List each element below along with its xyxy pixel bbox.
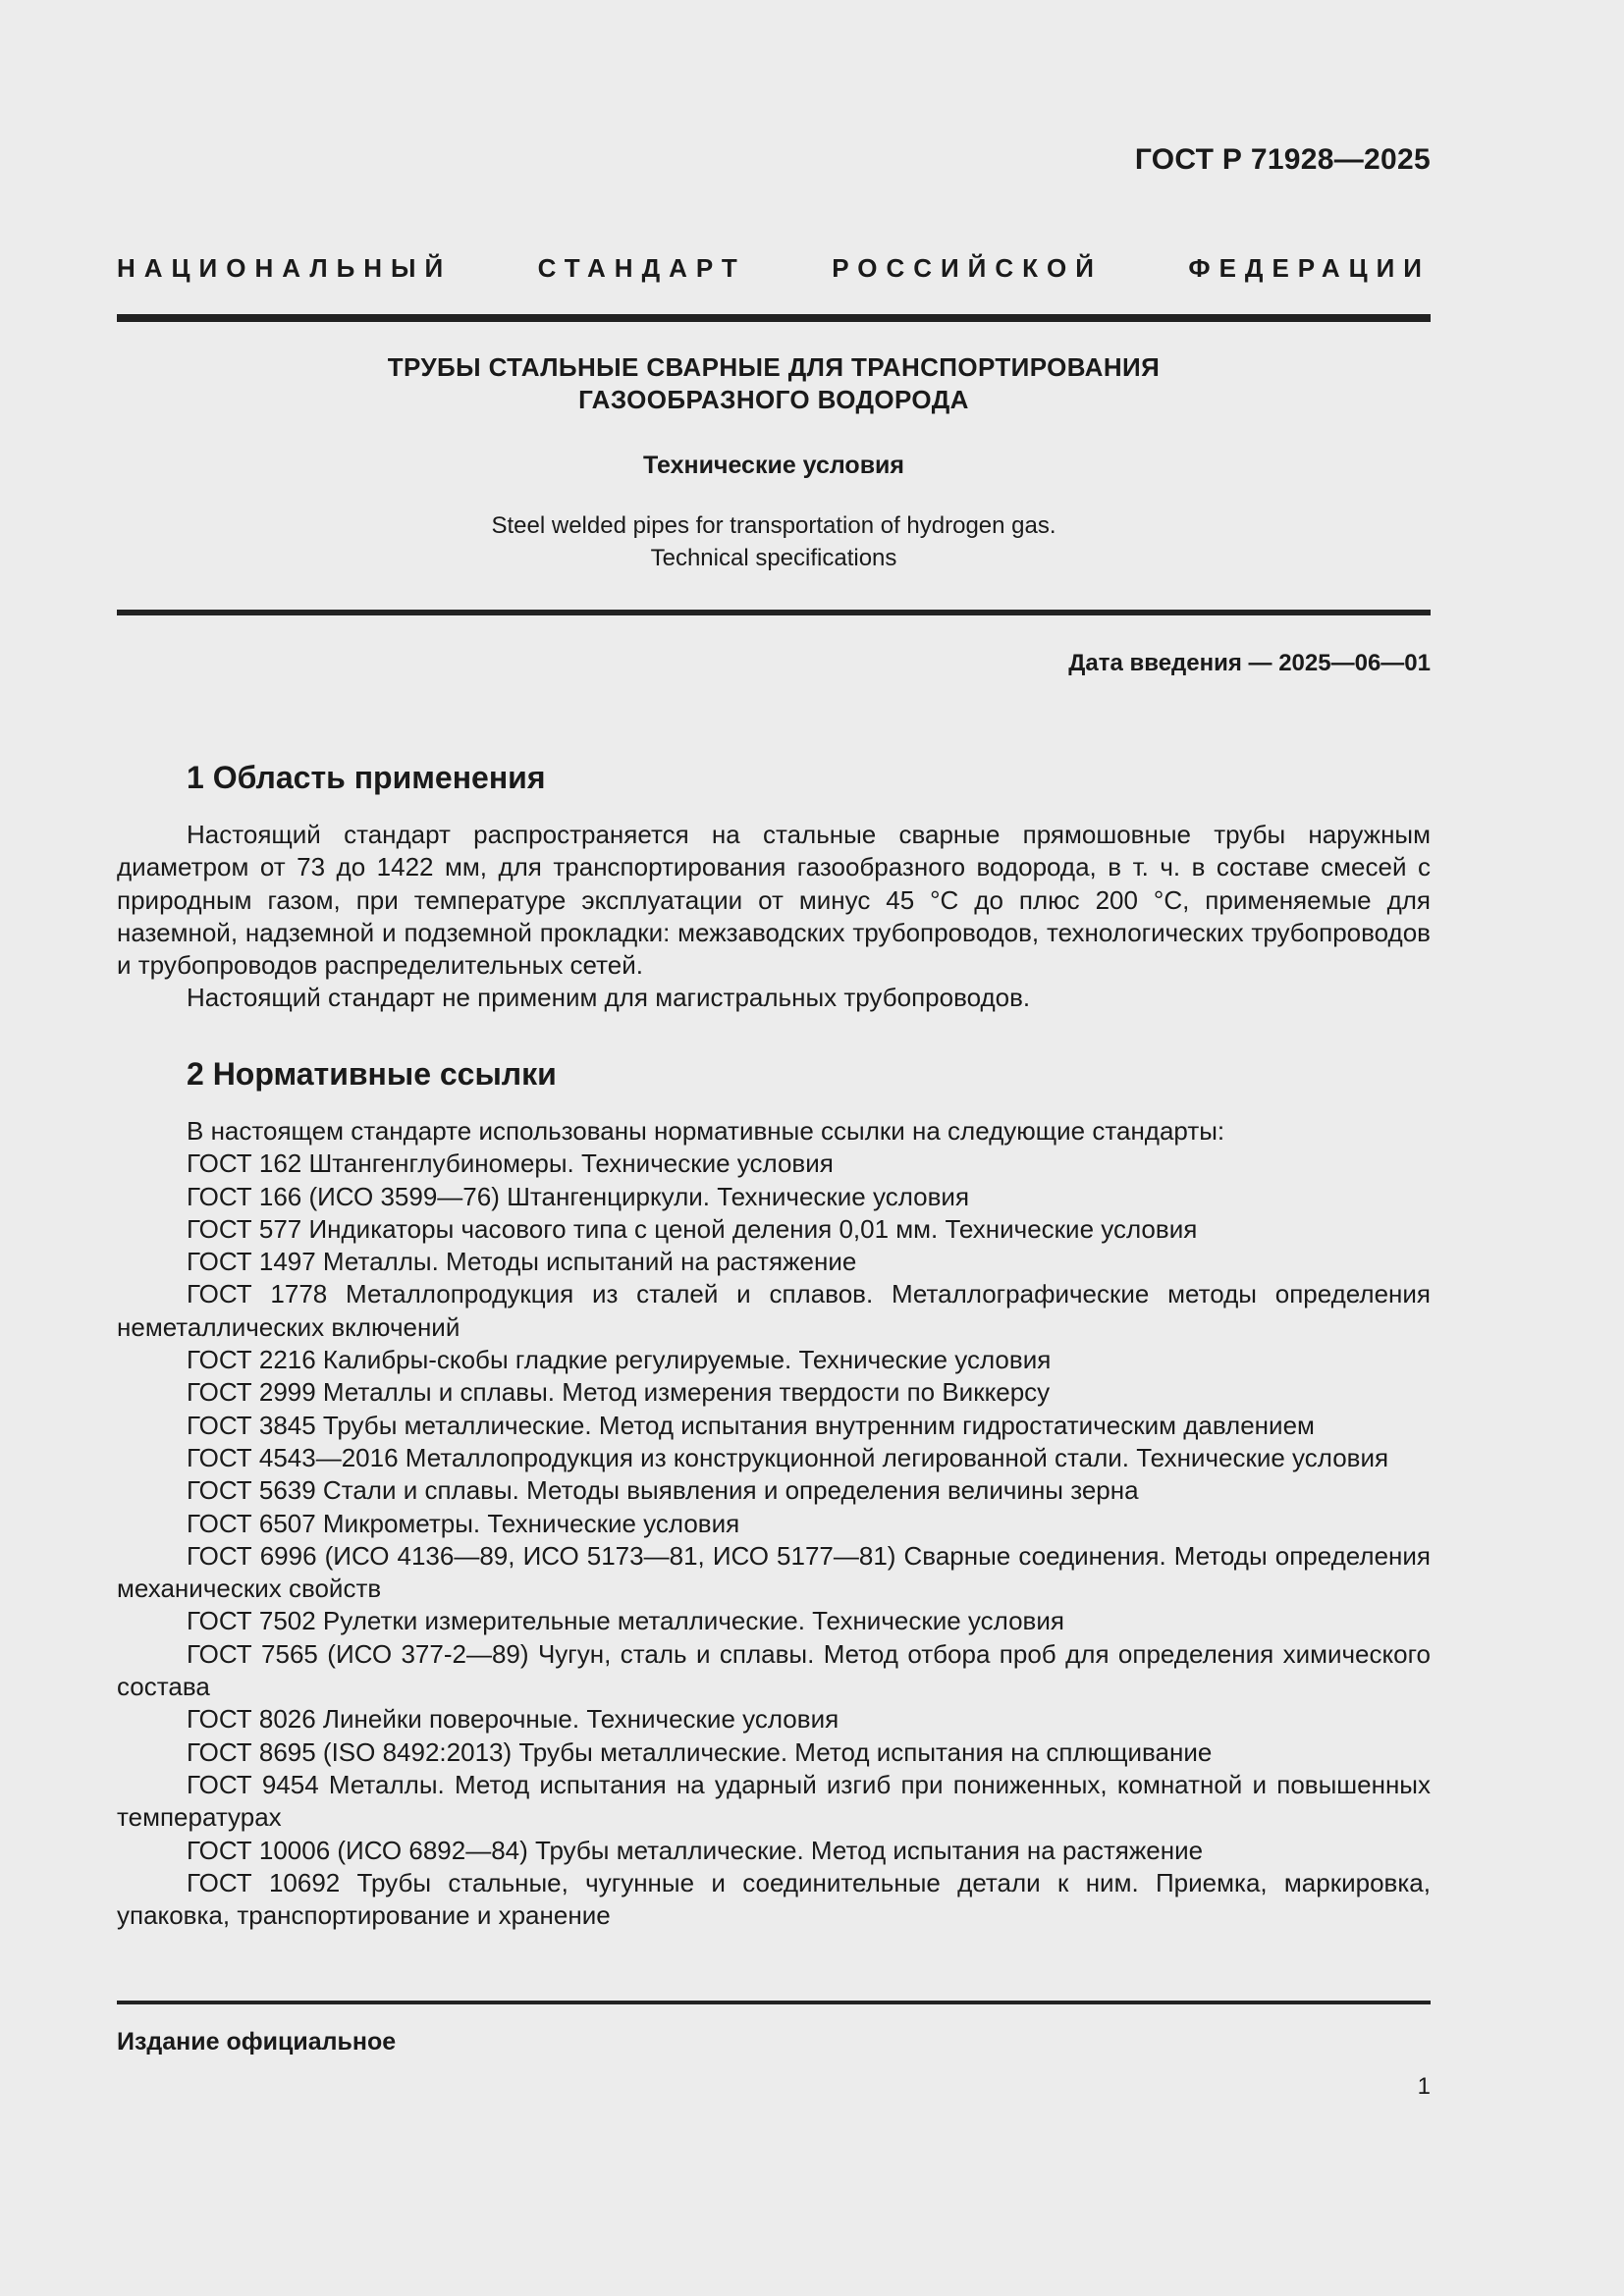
document-title <box>117 351 1431 416</box>
edition-note: Издание официальное <box>117 2028 397 2056</box>
reference-item: ГОСТ 1778 Металлопродукция из сталей и сплавов. Металлографические методы определения неметаллических включений <box>117 1279 1431 1342</box>
section-2-heading: 2 Нормативные ссылки <box>187 1056 557 1092</box>
reference-item: ГОСТ 7502 Рулетки измерительные металлические. Технические условия <box>187 1606 1064 1636</box>
reference-item: ГОСТ 2999 Металлы и сплавы. Метод измерения твердости по Виккерсу <box>187 1377 1051 1408</box>
reference-item: ГОСТ 8695 (ISO 8492:2013) Трубы металлические. Метод испытания на сплющивание <box>187 1736 1213 1767</box>
paragraph: Настоящий стандарт не применим для магистральных трубопроводов. <box>187 983 1031 1013</box>
title-line-1: ТРУБЫ СТАЛЬНЫЕ СВАРНЫЕ ДЛЯ ТРАНСПОРТИРОВАНИЯ <box>387 352 1161 382</box>
section-1-heading: 1 Область применения <box>187 760 546 795</box>
reference-item: ГОСТ 5639 Стали и сплавы. Методы выявления и определения величины зерна <box>187 1475 1139 1506</box>
introduction-date: Дата введения — 2025—06—01 <box>1068 650 1431 676</box>
paragraph: В настоящем стандарте использованы нормативные ссылки на следующие стандарты: <box>187 1116 1225 1146</box>
reference-item: ГОСТ 3845 Трубы металлические. Метод испытания внутренним гидростатическим давлением <box>187 1410 1315 1440</box>
english-title-line-2: Technical specifications <box>650 545 897 571</box>
document-subtitle: Технические условия <box>642 452 905 479</box>
reference-item: ГОСТ 10006 (ИСО 6892—84) Трубы металлические. Метод испытания на растяжение <box>187 1835 1204 1865</box>
reference-item: ГОСТ 577 Индикаторы часового типа с ценой деления 0,01 мм. Технические условия <box>187 1213 1198 1244</box>
page-number: 1 <box>1417 2073 1431 2100</box>
reference-item: ГОСТ 6507 Микрометры. Технические условия <box>187 1508 740 1538</box>
reference-item: ГОСТ 6996 (ИСО 4136—89, ИСО 5173—81, ИСО 5177—81) Сварные соединения. Методы определения механических свойств <box>117 1540 1431 1604</box>
title-line-2: ГАЗООБРАЗНОГО ВОДОРОДА <box>578 385 969 414</box>
english-title-line-1: Steel welded pipes for transportation of hydrogen gas. <box>491 512 1056 539</box>
reference-item: ГОСТ 8026 Линейки поверочные. Технические условия <box>187 1704 839 1735</box>
reference-item: ГОСТ 1497 Металлы. Методы испытаний на растяжение <box>187 1247 857 1277</box>
top-divider <box>117 314 1431 322</box>
section-2-body <box>117 1115 1431 1932</box>
reference-item: ГОСТ 162 Штангенглубиномеры. Технические условия <box>187 1148 834 1179</box>
reference-item: ГОСТ 2216 Калибры-скобы гладкие регулируемые. Технические условия <box>187 1345 1052 1375</box>
national-standard-header: НАЦИОНАЛЬНЫЙ СТАНДАРТ РОССИЙСКОЙ ФЕДЕРАЦИИ <box>117 253 1431 283</box>
reference-item: ГОСТ 7565 (ИСО 377-2—89) Чугун, сталь и сплавы. Метод отбора проб для определения химического состава <box>117 1638 1431 1702</box>
reference-item: ГОСТ 4543—2016 Металлопродукция из конструкционной легированной стали. Технические условия <box>187 1442 1389 1472</box>
footer-divider <box>117 2001 1431 2004</box>
paragraph: Настоящий стандарт распространяется на стальные сварные прямошовные трубы наружным диаметром от 73 до 1422 мм, для транспортирования газообразного водорода, в т. ч. в составе смесей с природным газом, при температуре эксплуатации от минус 45 °С до плюс 200 °С, применяемые для наземной, надземной и подземной прокладки: межзаводских трубопроводов, технологических трубопроводов и трубопроводов распределительных сетей. <box>117 820 1431 981</box>
reference-item: ГОСТ 9454 Металлы. Метод испытания на ударный изгиб при пониженных, комнатной и повышенных температурах <box>117 1769 1431 1833</box>
title-divider <box>117 610 1431 615</box>
reference-item: ГОСТ 10692 Трубы стальные, чугунные и соединительные детали к ним. Приемка, маркировка, упаковка, транспортирование и хранение <box>117 1867 1431 1931</box>
document-code: ГОСТ Р 71928—2025 <box>1134 143 1431 176</box>
section-1-body <box>117 819 1431 1015</box>
english-title <box>117 509 1431 574</box>
reference-item: ГОСТ 166 (ИСО 3599—76) Штангенциркули. Технические условия <box>187 1181 970 1211</box>
